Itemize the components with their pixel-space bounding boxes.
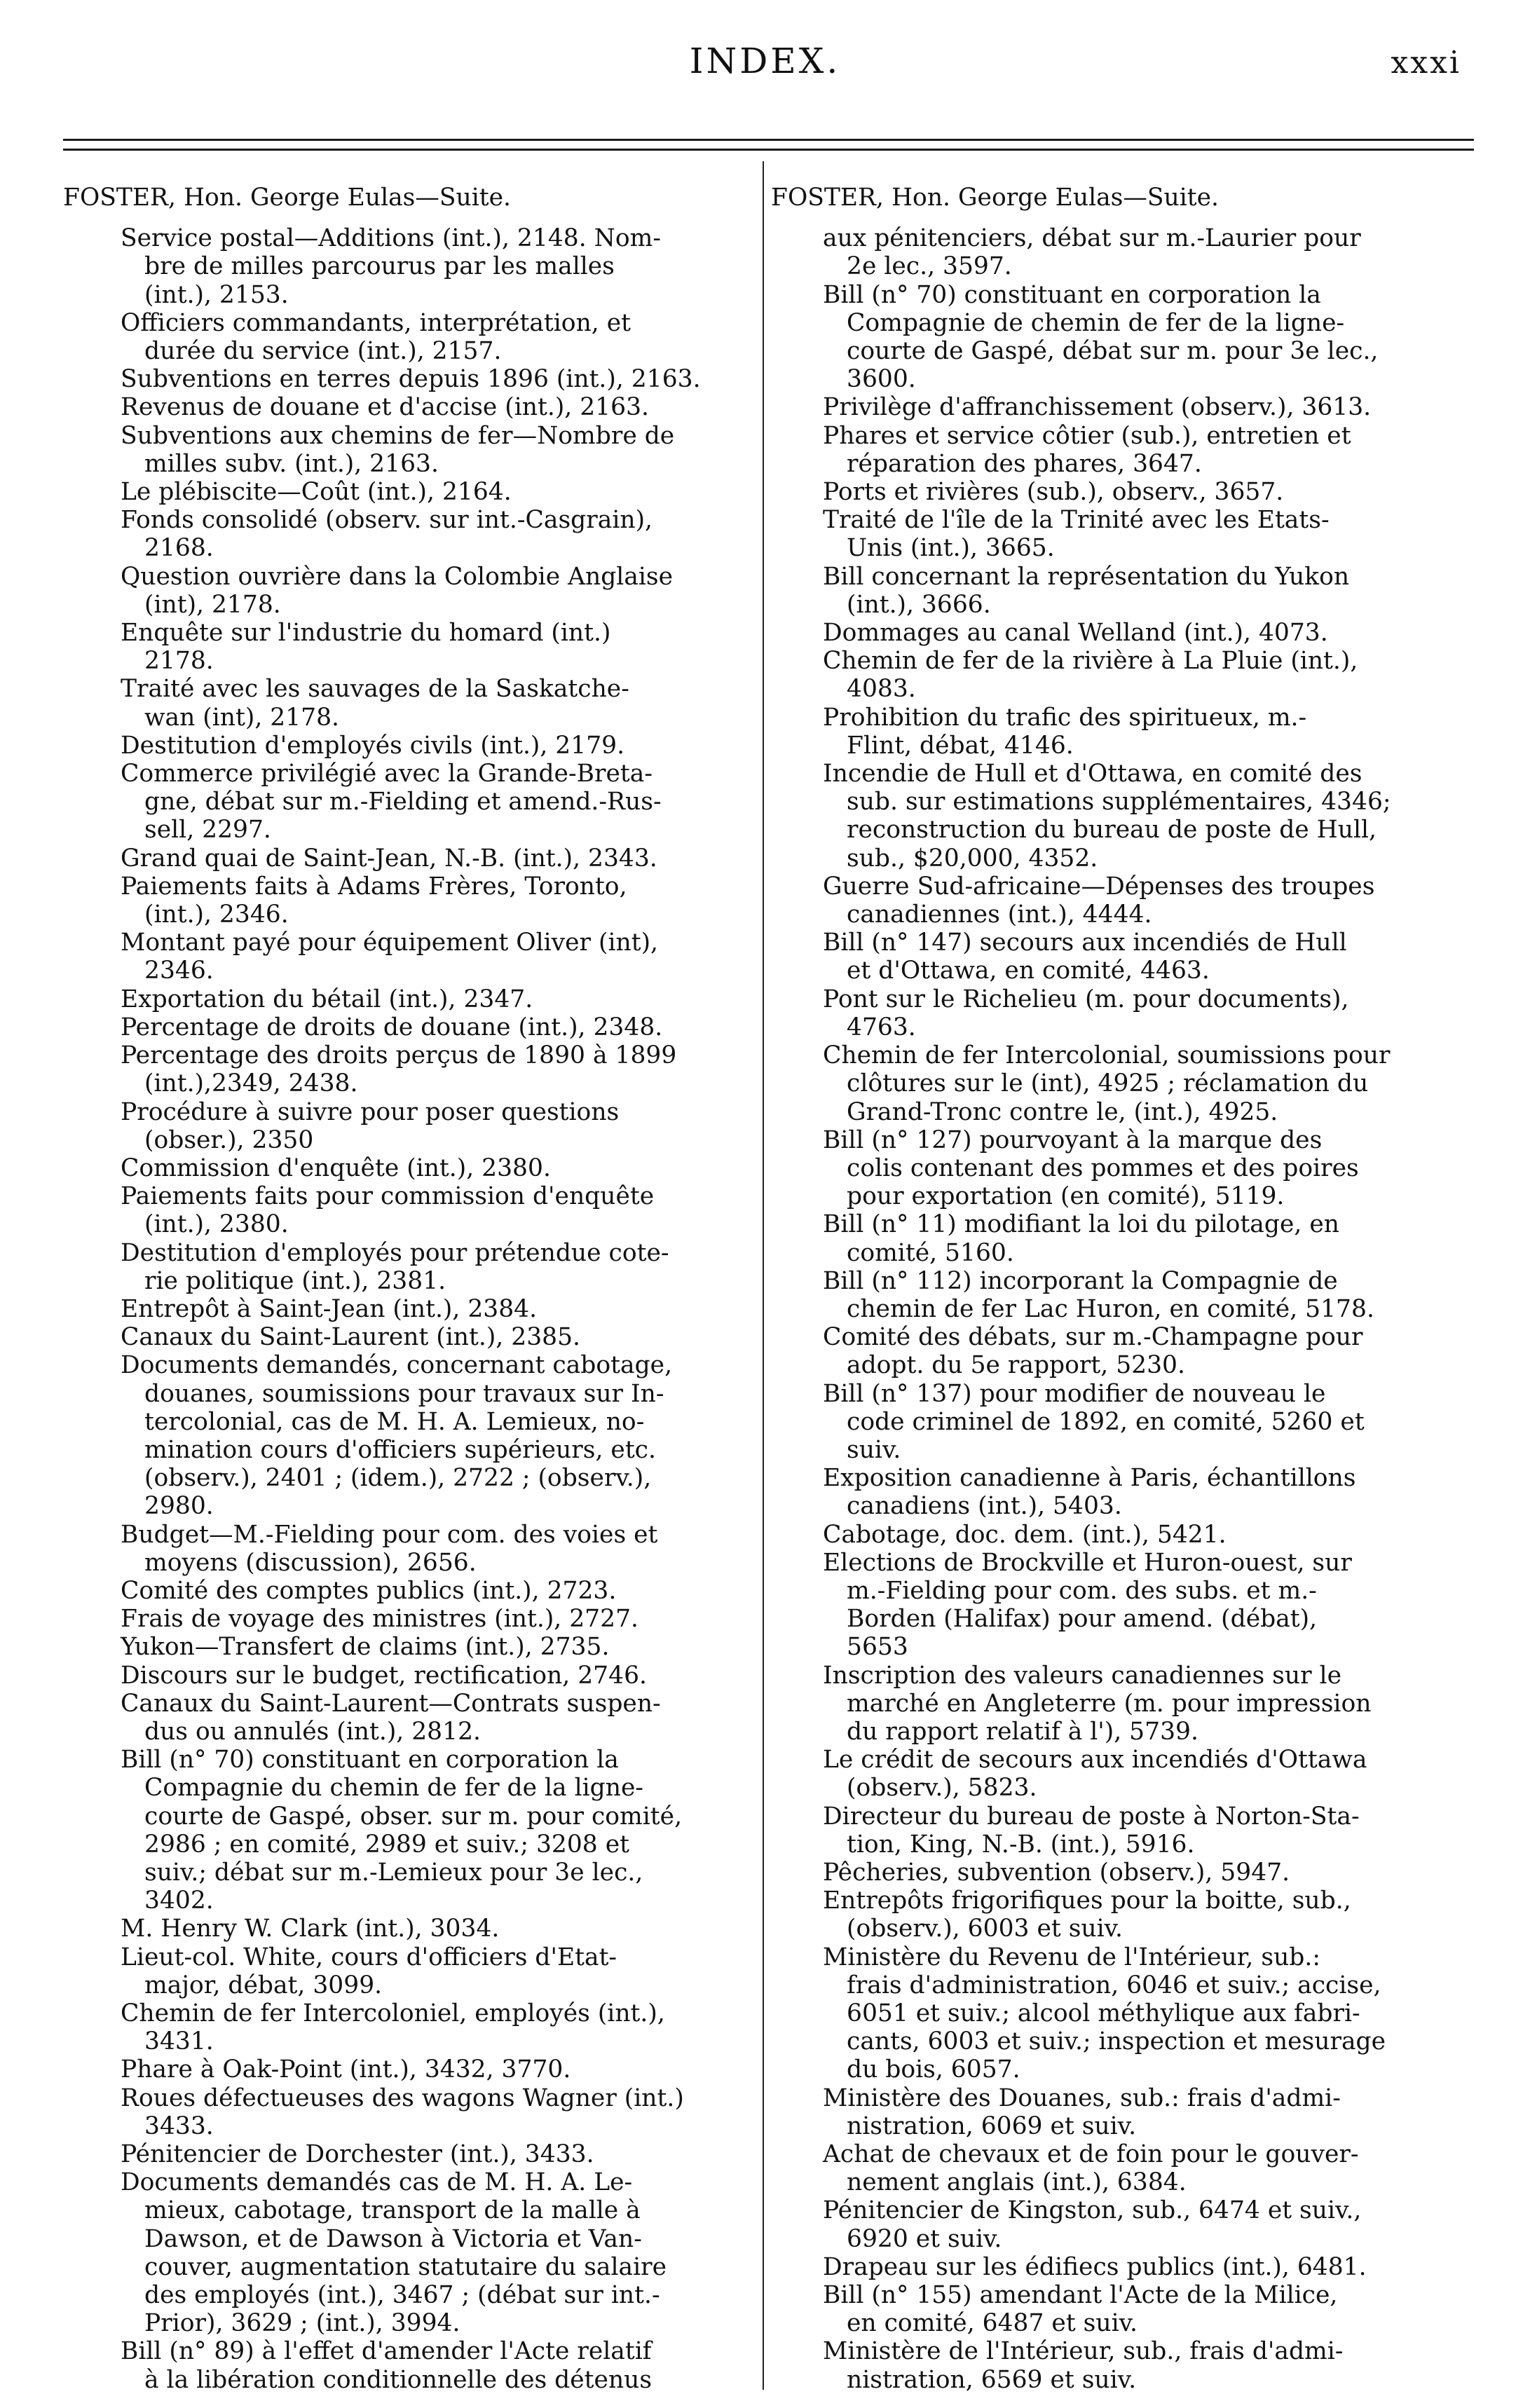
index-entry: [771, 985, 1444, 1041]
index-entry: [63, 619, 736, 675]
index-entry-line: chemin de fer Lac Huron, en comité, 5178.: [847, 1294, 1374, 1323]
index-entry-line: 3402.: [144, 1887, 214, 1915]
index-entry-line: 2980.: [144, 1492, 214, 1521]
index-entry: [771, 1887, 1444, 1943]
index-entry-line: reconstruction du bureau de poste de Hull,: [847, 816, 1377, 844]
index-entry-line: Subventions aux chemins de fer—Nombre de: [121, 421, 675, 450]
index-entry-line: 3600.: [847, 365, 916, 394]
index-entry: [771, 1380, 1444, 1465]
page-number: xxxi: [1391, 45, 1461, 81]
index-entry-line: Traité de l'île de la Trinité avec les Etats-: [823, 506, 1330, 535]
index-entry: [771, 1521, 1444, 1549]
index-entry: [63, 844, 736, 873]
page-title: INDEX.: [689, 41, 841, 81]
index-entry-line: suiv.: [847, 1435, 901, 1464]
index-entry-line: Inscription des valeurs canadiennes sur le: [823, 1661, 1341, 1690]
index-entry-line: Ministère du Revenu de l'Intérieur, sub.:: [823, 1943, 1320, 1971]
index-entry-line: (int), 2178.: [144, 590, 281, 619]
index-entry-line: Guerre Sud-africaine—Dépenses des troupes: [823, 872, 1375, 901]
index-entry-line: Lieut-col. White, cours d'officiers d'Etat-: [121, 1943, 617, 1971]
index-entry: [771, 478, 1444, 506]
index-entry-line: frais d'administration, 6046 et suiv.; accise,: [847, 1971, 1381, 1999]
index-entry: [63, 1605, 736, 1633]
index-entry-line: Canaux du Saint-Laurent (int.), 2385.: [121, 1323, 581, 1352]
index-entry-line: Documents demandés, concernant cabotage,: [121, 1351, 673, 1380]
index-entry-line: sell, 2297.: [144, 816, 271, 844]
index-entry-line: Compagnie de chemin de fer de la ligne-: [847, 308, 1345, 337]
index-entry-line: 2168.: [144, 534, 214, 563]
index-entry-line: Service postal—Additions (int.), 2148. Nom-: [121, 224, 661, 253]
index-entry-line: Exposition canadienne à Paris, échantillons: [823, 1464, 1356, 1493]
index-entry-line: Comité des débats, sur m.-Champagne pour: [823, 1323, 1363, 1352]
index-entry: [771, 506, 1444, 562]
index-entry-line: nistration, 6569 et suiv.: [847, 2365, 1137, 2394]
index-entry: [771, 2337, 1444, 2393]
index-entry: [63, 1999, 736, 2055]
index-entry-line: Le crédit de secours aux incendiés d'Ottawa: [823, 1746, 1367, 1774]
index-entry-line: Frais de voyage des ministres (int.), 2727.: [121, 1605, 638, 1634]
index-entry: [63, 760, 736, 844]
index-entry: [771, 1746, 1444, 1802]
index-entry-line: Ministère de l'Intérieur, sub., frais d'admi-: [823, 2337, 1344, 2366]
column-divider: [763, 161, 764, 2390]
index-entry-line: Directeur du bureau de poste à Norton-Sta-: [823, 1802, 1360, 1831]
index-entry-line: (int.),2349, 2438.: [144, 1069, 358, 1098]
index-entry-line: Borden (Halifax) pour amend. (débat),: [847, 1605, 1318, 1634]
index-entry-line: Commission d'enquête (int.), 2380.: [121, 1154, 551, 1182]
index-entry-line: Destitution d'employés pour prétendue cote-: [121, 1238, 669, 1267]
index-entry-line: Paiements faits à Adams Frères, Toronto,: [121, 872, 627, 901]
index-entry-line: canadiens (int.), 5403.: [847, 1492, 1122, 1521]
index-entry-line: Unis (int.), 3665.: [847, 534, 1055, 563]
index-entry-line: Incendie de Hull et d'Ottawa, en comité des: [823, 760, 1362, 788]
right-column-heading: FOSTER, Hon. George Eulas—Suite.: [771, 184, 1220, 212]
index-entry-line: Roues défectueuses des wagons Wagner (int.): [121, 2084, 684, 2112]
index-entry: [63, 929, 736, 985]
index-entry-line: (obser.), 2350: [144, 1126, 314, 1154]
index-entry-line: (int.), 2346.: [144, 901, 289, 929]
index-entry: [63, 1098, 736, 1154]
index-entry-line: rie politique (int.), 2381.: [144, 1266, 446, 1295]
index-entry-line: (observ.), 5823.: [847, 1774, 1037, 1802]
index-entry-line: du rapport relatif à l'), 5739.: [847, 1717, 1198, 1746]
index-entry-line: Bill (n° 89) à l'effet d'amender l'Acte relatif: [121, 2337, 652, 2366]
index-entry: [771, 1662, 1444, 1746]
index-entry: [63, 1182, 736, 1238]
index-entry: [771, 760, 1444, 873]
index-entry-line: tercolonial, cas de M. H. A. Lemieux, no-: [144, 1407, 645, 1436]
index-entry-line: durée du service (int.), 2157.: [144, 337, 502, 366]
index-entry-line: Bill (n° 70) constituant en corporation la: [823, 280, 1321, 309]
index-entry: [63, 1013, 736, 1041]
index-entry-line: Privilège d'affranchissement (observ.), 3613.: [823, 393, 1372, 422]
header-rule-top: [63, 139, 1474, 141]
index-entry: [771, 1464, 1444, 1520]
index-entry-line: 4763.: [847, 1013, 916, 1041]
index-entry: [771, 1041, 1444, 1126]
index-entry-line: courte de Gaspé, obser. sur m. pour comité,: [144, 1802, 683, 1831]
index-entry: [63, 1662, 736, 1690]
index-entry-line: Cabotage, doc. dem. (int.), 5421.: [823, 1520, 1227, 1549]
index-entry-line: wan (int), 2178.: [144, 703, 340, 732]
index-entry: [63, 2055, 736, 2084]
index-entry: [63, 1351, 736, 1520]
index-entry-line: nistration, 6069 et suiv.: [847, 2112, 1137, 2140]
index-entry-line: Phare à Oak-Point (int.), 3432, 3770.: [121, 2055, 571, 2084]
index-entry: [63, 2140, 736, 2168]
left-entry-list: [63, 224, 736, 2394]
left-column: [63, 184, 736, 2394]
index-entry: [63, 393, 736, 421]
index-entry-line: Bill (n° 127) pourvoyant à la marque des: [823, 1126, 1323, 1154]
index-entry-line: mination cours d'officiers supérieurs, etc.: [144, 1435, 656, 1464]
index-entry-line: Entrepôt à Saint-Jean (int.), 2384.: [121, 1294, 538, 1323]
index-entry-line: 4083.: [847, 675, 916, 704]
index-entry-line: Achat de chevaux et de foin pour le gouver-: [823, 2140, 1359, 2169]
index-entry: [63, 1154, 736, 1182]
index-entry-line: Montant payé pour équipement Oliver (int),: [121, 929, 659, 957]
index-entry-line: et d'Ottawa, en comité, 4463.: [847, 957, 1210, 985]
index-entry: [63, 1041, 736, 1097]
index-entry-line: des employés (int.), 3467 ; (débat sur int.-: [144, 2281, 660, 2310]
index-entry-line: Bill (n° 137) pour modifier de nouveau le: [823, 1379, 1326, 1408]
index-entry-line: en comité, 6487 et suiv.: [847, 2309, 1138, 2338]
index-entry-line: Discours sur le budget, rectification, 2746.: [121, 1661, 647, 1690]
header-rule-bottom: [63, 149, 1474, 151]
index-entry-line: gne, débat sur m.-Fielding et amend.-Rus-: [144, 788, 662, 816]
index-entry-line: Percentage de droits de douane (int.), 2348.: [121, 1013, 663, 1041]
index-entry: [63, 224, 736, 309]
index-entry: [63, 1633, 736, 1661]
index-entry-line: Le plébiscite—Coût (int.), 2164.: [121, 478, 512, 507]
index-entry-line: Phares et service côtier (sub.), entretien et: [823, 421, 1351, 450]
index-entry-line: M. Henry W. Clark (int.), 3034.: [121, 1915, 500, 1943]
index-entry: [771, 224, 1444, 280]
index-entry-line: major, débat, 3099.: [144, 1971, 383, 1999]
index-entry-line: Comité des comptes publics (int.), 2723.: [121, 1576, 617, 1605]
index-entry: [771, 1549, 1444, 1662]
index-entry-line: canadiennes (int.), 4444.: [847, 901, 1152, 929]
index-entry-line: couver, augmentation statutaire du salaire: [144, 2252, 667, 2281]
index-entry-line: marché en Angleterre (m. pour impression: [847, 1689, 1372, 1718]
index-entry-line: Exportation du bétail (int.), 2347.: [121, 985, 533, 1013]
left-column-heading: FOSTER, Hon. George Eulas—Suite.: [63, 184, 512, 212]
index-entry-line: Bill (n° 112) incorporant la Compagnie de: [823, 1266, 1338, 1295]
index-entry: [63, 1577, 736, 1605]
index-entry: [63, 506, 736, 562]
index-entry-line: 2346.: [144, 957, 214, 985]
index-entry-line: (int.), 2153.: [144, 280, 289, 309]
index-entry-line: adopt. du 5e rapport, 5230.: [847, 1351, 1185, 1380]
index-entry-line: dus ou annulés (int.), 2812.: [144, 1717, 481, 1746]
index-entry-line: aux pénitenciers, débat sur m.-Laurier pour: [823, 224, 1361, 253]
index-entry-line: 2178.: [144, 647, 214, 676]
index-entry: [63, 2337, 736, 2393]
index-entry: [63, 478, 736, 506]
index-entry: [63, 1746, 736, 1915]
index-entry-line: comité, 5160.: [847, 1238, 1014, 1267]
index-entry-line: Dawson, et de Dawson à Victoria et Van-: [144, 2224, 642, 2253]
index-entry-line: Compagnie du chemin de fer de la ligne-: [144, 1774, 644, 1802]
index-entry: [771, 393, 1444, 421]
index-entry-line: (observ.), 2401 ; (idem.), 2722 ; (observ.),: [144, 1464, 652, 1493]
index-entry: [63, 1521, 736, 1577]
index-entry-line: Prior), 3629 ; (int.), 3994.: [144, 2309, 460, 2338]
index-entry-line: tion, King, N.-B. (int.), 5916.: [847, 1830, 1195, 1859]
index-entry-line: pour exportation (en comité), 5119.: [847, 1182, 1285, 1211]
index-entry-line: (observ.), 6003 et suiv.: [847, 1915, 1123, 1943]
index-entry-line: douanes, soumissions pour travaux sur In-: [144, 1379, 664, 1408]
index-entry-line: Grand quai de Saint-Jean, N.-B. (int.), 2343.: [121, 844, 657, 873]
index-entry: [771, 647, 1444, 703]
index-entry-line: du bois, 6057.: [847, 2055, 1020, 2084]
index-entry-line: Budget—M.-Fielding pour com. des voies et: [121, 1520, 658, 1549]
index-entry-line: Enquête sur l'industrie du homard (int.): [121, 619, 611, 648]
index-entry-line: colis contenant des pommes et des poires: [847, 1154, 1359, 1182]
index-entry-line: Ports et rivières (sub.), observ., 3657.: [823, 478, 1284, 507]
index-entry: [63, 2084, 736, 2140]
index-entry: [771, 2196, 1444, 2252]
index-entry-line: nement anglais (int.), 6384.: [847, 2168, 1187, 2197]
index-entry-line: Ministère des Douanes, sub.: frais d'admi-: [823, 2084, 1341, 2112]
index-entry-line: Drapeau sur les édifiecs publics (int.), 6481.: [823, 2252, 1367, 2281]
index-entry-line: Documents demandés cas de M. H. A. Le-: [121, 2168, 633, 2197]
index-entry-line: Bill (n° 147) secours aux incendiés de Hull: [823, 929, 1347, 957]
index-entry-line: courte de Gaspé, débat sur m. pour 3e lec.,: [847, 337, 1379, 366]
index-entry-line: Bill (n° 70) constituant en corporation la: [121, 1746, 619, 1774]
index-entry-line: Grand-Tronc contre le, (int.), 4925.: [847, 1097, 1278, 1126]
index-entry-line: Pénitencier de Kingston, sub., 6474 et suiv.,: [823, 2196, 1362, 2225]
index-entry: [771, 619, 1444, 647]
index-entry: [63, 365, 736, 393]
index-entry-line: code criminel de 1892, en comité, 5260 et: [847, 1407, 1365, 1436]
index-entry: [63, 1943, 736, 1999]
index-entry-line: sub. sur estimations supplémentaires, 4346;: [847, 788, 1391, 816]
index-entry-line: réparation des phares, 3647.: [847, 449, 1202, 478]
index-entry-line: mieux, cabotage, transport de la malle à: [144, 2196, 641, 2225]
index-entry: [63, 732, 736, 760]
index-entry: [771, 2140, 1444, 2196]
index-entry-line: 2e lec., 3597.: [847, 252, 1012, 281]
index-entry: [63, 309, 736, 365]
index-entry-line: sub., $20,000, 4352.: [847, 844, 1098, 873]
index-entry: [63, 2168, 736, 2337]
index-entry-line: 2986 ; en comité, 2989 et suiv.; 3208 et: [144, 1830, 629, 1859]
index-entry-line: Subventions en terres depuis 1896 (int.), 2163.: [121, 365, 701, 394]
index-entry: [63, 1915, 736, 1943]
index-entry: [771, 1126, 1444, 1211]
index-entry-line: 6920 et suiv.: [847, 2224, 1002, 2253]
index-entry-line: Procédure à suivre pour poser questions: [121, 1097, 620, 1126]
index-entry: [771, 1802, 1444, 1859]
index-entry-line: bre de milles parcourus par les malles: [144, 252, 615, 281]
index-entry-line: Paiements faits pour commission d'enquête: [121, 1182, 655, 1211]
index-entry: [63, 563, 736, 619]
index-entry-line: 5653: [847, 1633, 908, 1662]
index-entry-line: Bill (n° 11) modifiant la loi du pilotage, en: [823, 1210, 1339, 1239]
index-entry-line: 3431.: [144, 2027, 214, 2056]
index-entry-line: cants, 6003 et suiv.; inspection et mesurage: [847, 2027, 1386, 2056]
index-entry-line: Question ouvrière dans la Colombie Anglaise: [121, 562, 674, 591]
index-entry-line: Bill concernant la représentation du Yukon: [823, 562, 1350, 591]
index-entry-line: Elections de Brockville et Huron-ouest, sur: [823, 1548, 1352, 1577]
index-entry: [771, 704, 1444, 760]
index-entry-line: Yukon—Transfert de claims (int.), 2735.: [121, 1633, 610, 1662]
index-entry: [771, 422, 1444, 478]
index-entry-line: à la libération conditionnelle des détenus: [144, 2365, 653, 2394]
index-entry-line: Revenus de douane et d'accise (int.), 2163.: [121, 393, 649, 422]
index-entry: [771, 1323, 1444, 1379]
index-entry-line: m.-Fielding pour com. des subs. et m.-: [847, 1576, 1317, 1605]
index-entry: [63, 1295, 736, 1323]
index-entry-line: Officiers commandants, interprétation, et: [121, 308, 631, 337]
index-entry: [771, 929, 1444, 985]
index-entry-line: Chemin de fer Intercolonial, soumissions pour: [823, 1041, 1391, 1070]
index-entry-line: Chemin de fer Intercoloniel, employés (int.),: [121, 1999, 665, 2027]
index-entry: [771, 563, 1444, 619]
index-entry-line: 6051 et suiv.; alcool méthylique aux fabri-: [847, 1999, 1360, 2027]
index-entry-line: Flint, débat, 4146.: [847, 731, 1074, 760]
index-entry-line: milles subv. (int.), 2163.: [144, 449, 439, 478]
right-entry-list: [771, 224, 1444, 2394]
index-entry: [771, 1267, 1444, 1323]
index-entry: [63, 1690, 736, 1746]
index-entry-line: Fonds consolidé (observ. sur int.-Casgrain),: [121, 506, 653, 535]
index-entry: [63, 1239, 736, 1295]
index-entry: [771, 281, 1444, 394]
index-entry-line: clôtures sur le (int), 4925 ; réclamation du: [847, 1069, 1369, 1098]
index-entry-line: moyens (discussion), 2656.: [144, 1548, 477, 1577]
index-entry: [771, 873, 1444, 929]
index-entry: [771, 2281, 1444, 2337]
index-entry-line: (int.), 3666.: [847, 590, 991, 619]
index-entry-line: Percentage des droits perçus de 1890 à 1899: [121, 1041, 677, 1070]
index-entry-line: Traité avec les sauvages de la Saskatche-: [121, 675, 629, 704]
index-entry: [771, 2253, 1444, 2281]
index-entry: [63, 985, 736, 1013]
index-entry-line: Chemin de fer de la rivière à La Pluie (int.),: [823, 647, 1358, 676]
index-entry-line: Pénitencier de Dorchester (int.), 3433.: [121, 2140, 594, 2169]
index-entry-line: Pont sur le Richelieu (m. pour documents),: [823, 985, 1349, 1013]
index-entry: [771, 1210, 1444, 1266]
index-entry: [771, 2084, 1444, 2140]
index-entry-line: Entrepôts frigorifiques pour la boitte, sub.,: [823, 1887, 1351, 1915]
index-entry-line: (int.), 2380.: [144, 1210, 289, 1239]
index-entry-line: Prohibition du trafic des spiritueux, m.-: [823, 703, 1307, 732]
index-entry-line: Destitution d'employés civils (int.), 2179.: [121, 731, 625, 760]
index-entry-line: Commerce privilégié avec la Grande-Breta-: [121, 760, 653, 788]
index-entry-line: Bill (n° 155) amendant l'Acte de la Milice,: [823, 2281, 1338, 2310]
index-entry-line: 3433.: [144, 2112, 214, 2140]
right-column: [771, 184, 1444, 2394]
index-entry-line: Dommages au canal Welland (int.), 4073.: [823, 619, 1328, 648]
index-entry: [771, 1943, 1444, 2084]
index-entry-line: suiv.; débat sur m.-Lemieux pour 3e lec.,: [144, 1858, 643, 1887]
index-entry: [771, 1859, 1444, 1887]
index-entry-line: Pêcheries, subvention (observ.), 5947.: [823, 1858, 1290, 1887]
index-entry-line: Canaux du Saint-Laurent—Contrats suspen-: [121, 1689, 661, 1718]
index-entry: [63, 873, 736, 929]
index-entry: [63, 675, 736, 731]
index-entry: [63, 1323, 736, 1351]
index-entry: [63, 422, 736, 478]
